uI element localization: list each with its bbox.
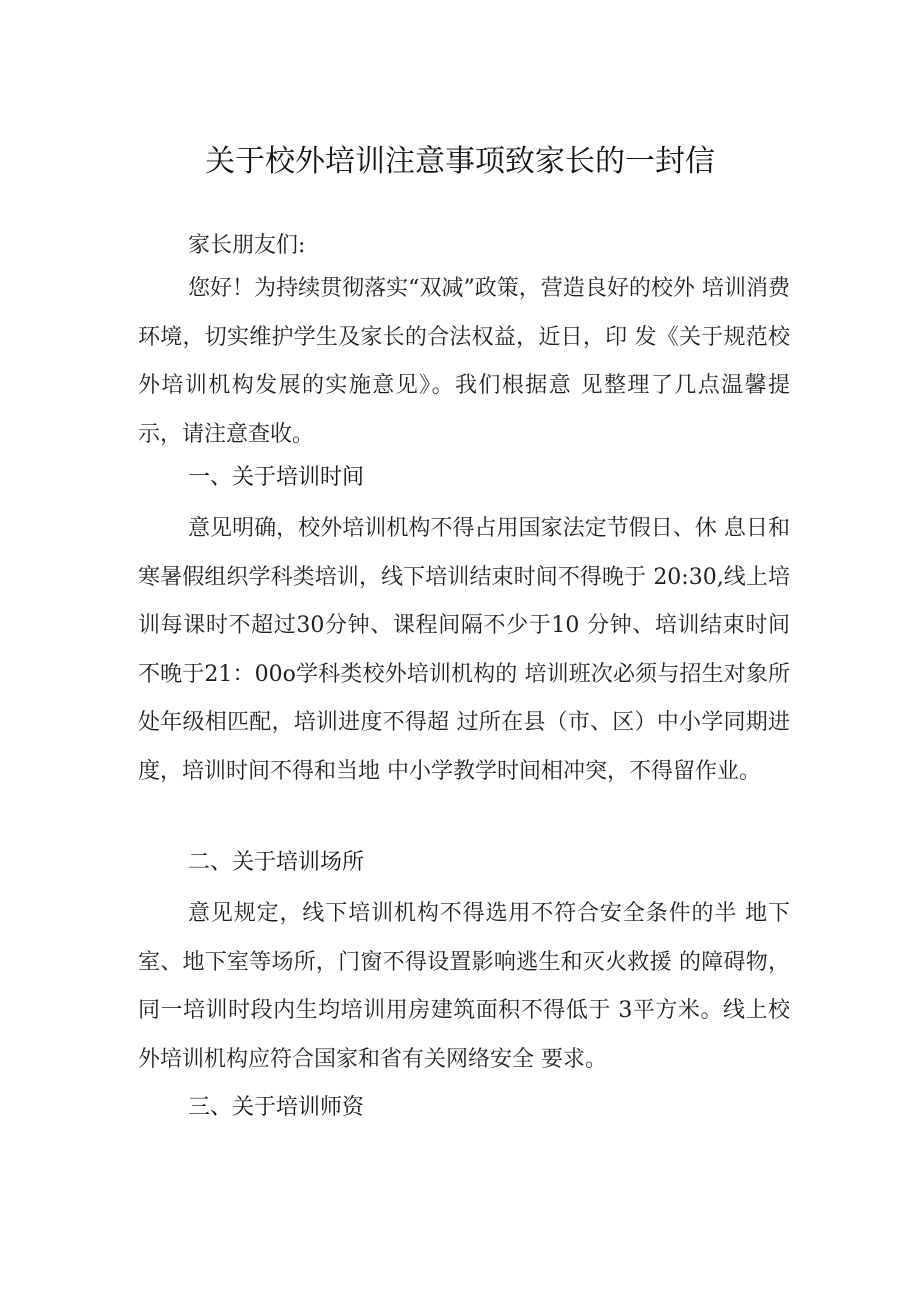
section-heading-teachers: 三、关于培训师资 bbox=[188, 1095, 365, 1120]
section-text-venue: 意见规定，线下培训机构不得选用不符合安全条件的半 地下室、地下室等场所，门窗不得设置影响逃生和灭火救援 的障碍物，同一培训时段内生均培训用房建筑面积不得低于 3平方米。线上校外培训机构应符合国家和省有关网络安全 要求。 bbox=[138, 901, 790, 1072]
page-title: 关于校外培训注意事项致家长的一封信 bbox=[205, 144, 715, 179]
intro-paragraph: 您好！为持续贯彻落实“双减”政策，营造良好的校外 培训消费环境，切实维护学生及家长的合法权益，近日，印 发《关于规范校外培训机构发展的实施意见》。我们根据意 见整理了几点温馨提示，请注意查收。 bbox=[138, 276, 790, 447]
section-heading-time: 一、关于培训时间 bbox=[188, 465, 365, 490]
section-text-time: 意见明确，校外培训机构不得占用国家法定节假日、休 息日和寒暑假组织学科类培训，线下培训结束时间不得晚于 20:30,线上培训每课时不超过30分钟、课程间隔不少于10 分钟、培训结束时间不晚于21：00o学科类校外培训机构的 培训班次必须与招生对象所处年级相匹配，培训进度不得超 过所在县（市、区）中小学同期进度，培训时间不得和当地 中小学教学时间相冲突，不得留作业。 bbox=[138, 516, 790, 784]
greeting: 家长朋友们: bbox=[188, 233, 306, 258]
section-heading-venue: 二、关于培训场所 bbox=[188, 850, 365, 875]
